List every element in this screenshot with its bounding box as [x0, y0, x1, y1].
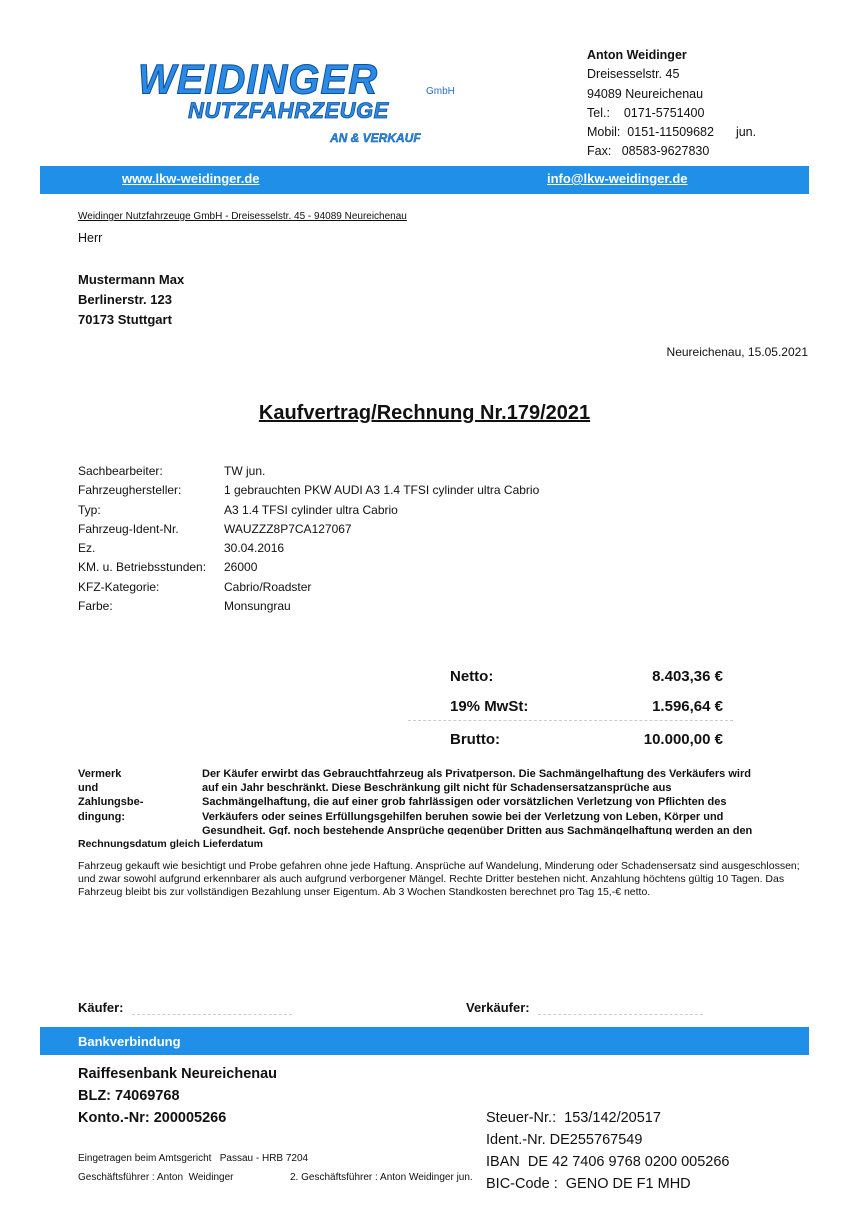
invoice-note: Rechnungsdatum gleich Lieferdatum — [78, 838, 263, 850]
return-address: Weidinger Nutzfahrzeuge GmbH - Dreisesselstr. 45 - 94089 Neureichenau — [78, 211, 407, 222]
buyer-signature: Käufer: — [78, 1000, 292, 1015]
spec-row — [78, 539, 539, 558]
spec-label: Sachbearbeiter: — [78, 464, 163, 478]
managing-director-1: Geschäftsführer : Anton Weidinger — [78, 1172, 234, 1183]
website-link[interactable]: www.lkw-weidinger.de — [122, 171, 260, 186]
spec-value: TW jun. — [224, 464, 266, 478]
divider — [408, 720, 733, 721]
disclaimer: Fahrzeug gekauft wie besichtigt und Probe gefahren ohne jede Haftung. Ansprüche auf Wandelung, Minderung oder Schadensersatz sind ausgeschlossen; und zwar sowohl aufgrund erkennbarer als auch aufgrund verborgener Mängel. Rechte Dritter bestehen nicht. Anzahlung höchtens gültig 10 Tagen. Das Fahrzeug bleibt bis zur vollständigen Bezahlung unser Eigentum. Ab 3 Wochen Standkosten berechnet pro Tag 15,-€ netto. — [78, 860, 800, 898]
total-mwst: 19% MwSt: 1.596,64 € — [450, 698, 723, 715]
company-logo: WEIDINGER GmbH NUTZFAHRZEUGE AN & VERKAUF — [138, 56, 455, 145]
spec-label: KFZ-Kategorie: — [78, 579, 160, 594]
register-info: Eingetragen beim Amtsgericht Passau - HRB 7204 — [78, 1153, 309, 1164]
recipient-address: Mustermann Max Berlinerstr. 123 70173 Stuttgart — [78, 272, 185, 327]
spec-row — [78, 520, 539, 539]
spec-row — [78, 578, 539, 597]
tax-details: Steuer-Nr.: 153/142/20517 Ident.-Nr. DE255767549 IBAN DE 42 7406 9768 0200 005266 BIC-Code : GENO DE F1 MHD — [486, 1110, 730, 1192]
spec-value: 1 gebrauchten PKW AUDI A3 1.4 TFSI cylinder ultra Cabrio — [224, 483, 540, 498]
spec-row — [78, 462, 539, 481]
spec-value: 26000 — [224, 560, 258, 575]
spec-row — [78, 501, 539, 520]
spec-label: Fahrzeug-Ident-Nr. — [78, 521, 179, 536]
spec-label: KM. u. Betriebsstunden: — [78, 560, 207, 575]
spec-label: Fahrzeughersteller: — [78, 483, 182, 498]
totals — [408, 668, 733, 761]
total-brutto: Brutto: 10.000,00 € — [450, 731, 723, 748]
conditions-label: Vermerk und Zahlungsbe- dingung: — [78, 768, 144, 823]
conditions-text: Der Käufer erwirbt das Gebrauchtfahrzeug als Privatperson. Die Sachmängelhaftung des Verkäufers wird auf ein Jahr beschränkt. Diese Beschränkung gilt nicht für Schadensersatzansprüche aus Sachmängelhaftung, die auf einer grob fahrlässigen oder vorsätzlichen Verletzung von Pflichten des Verkäufers oder seines Erfüllungsgehilfen beruhen sowie bei der Verletzung von Leben, Körper und Gesundheit. Ggf. noch bestehende Ansprüche gegenüber Dritten aus Sachmängelhaftung werden an den — [202, 768, 753, 835]
spec-value: WAUZZZ8P7CA127067 — [224, 521, 352, 536]
total-netto: Netto: 8.403,36 € — [450, 668, 723, 685]
managing-director-2: 2. Geschäftsführer : Anton Weidinger jun. — [290, 1172, 473, 1183]
salutation: Herr — [78, 231, 103, 245]
spec-value: A3 1.4 TFSI cylinder ultra Cabrio — [224, 502, 398, 517]
bank-bar: Bankverbindung — [40, 1027, 809, 1055]
spec-row — [78, 597, 539, 616]
seller-signature: Verkäufer: — [466, 1000, 703, 1015]
sender-address: Anton Weidinger Dreisesselstr. 45 94089 Neureichenau Tel.: 0171-5751400 Mobil: 0151-11509682 jun. Fax: 08583-9627830 — [587, 48, 757, 159]
spec-row — [78, 481, 539, 500]
spec-value: 30.04.2016 — [224, 541, 285, 556]
spec-label: Typ: — [78, 502, 101, 517]
contact-bar — [40, 166, 809, 194]
conditions — [78, 767, 798, 835]
spec-value: Monsungrau — [224, 599, 291, 614]
spec-label: Farbe: — [78, 599, 113, 614]
spec-row — [78, 558, 539, 577]
email-link[interactable]: info@lkw-weidinger.de — [547, 171, 688, 186]
spec-label: Ez. — [78, 541, 96, 556]
bank-details: Raiffesenbank Neureichenau BLZ: 74069768 Konto.-Nr: 200005266 — [78, 1066, 278, 1126]
date-line: Neureichenau, 15.05.2021 — [666, 345, 808, 359]
spec-value: Cabrio/Roadster — [224, 579, 312, 594]
page-title: Kaufvertrag/Rechnung Nr.179/2021 — [258, 402, 591, 424]
vehicle-specs — [78, 462, 539, 616]
